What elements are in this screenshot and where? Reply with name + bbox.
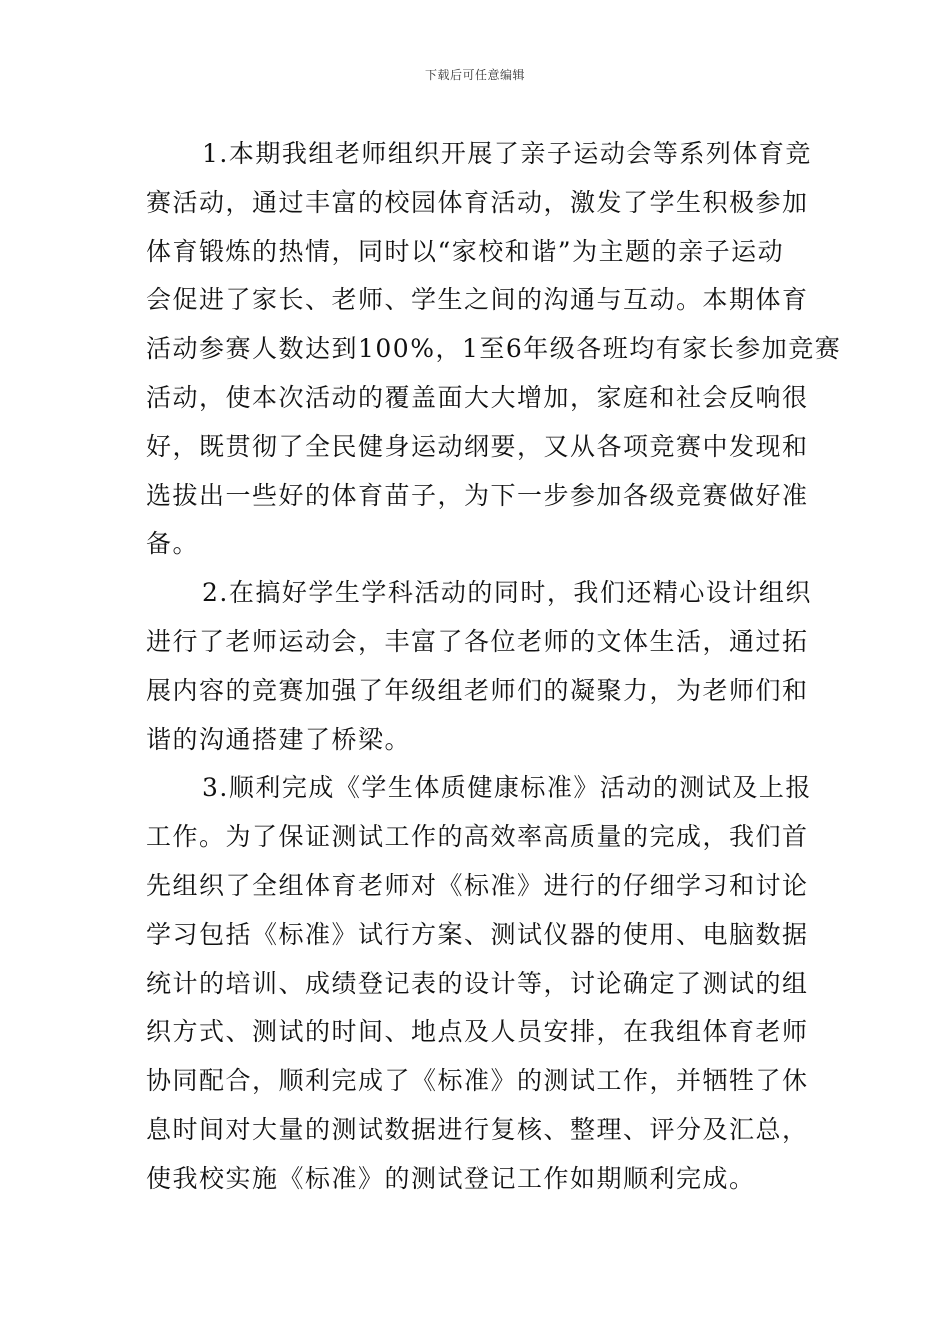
text-line: 进行了老师运动会，丰富了各位老师的文体生活，通过拓 — [146, 626, 809, 656]
text-line: 协同配合，顺利完成了《标准》的测试工作，并牺牲了休 — [146, 1066, 809, 1096]
text-line: 选拔出一些好的体育苗子，为下一步参加各级竞赛做好准 — [146, 480, 809, 510]
paragraph-2 — [146, 569, 812, 764]
document-body — [146, 130, 842, 1204]
text-line: 好，既贯彻了全民健身运动纲要，又从各项竞赛中发现和 — [146, 431, 809, 461]
text-line: 活动参赛人数达到100%，1至6年级各班均有家长参加竞赛 — [146, 334, 842, 364]
text-line: 展内容的竞赛加强了年级组老师们的凝聚力，为老师们和 — [146, 675, 809, 705]
text-line: 息时间对大量的测试数据进行复核、整理、评分及汇总， — [146, 1114, 809, 1144]
text-line: 会促进了家长、老师、学生之间的沟通与互动。本期体育 — [146, 285, 809, 315]
text-line: 使我校实施《标准》的测试登记工作如期顺利完成。 — [146, 1163, 756, 1193]
text-line: 谐的沟通搭建了桥梁。 — [146, 724, 412, 754]
text-line: 活动，使本次活动的覆盖面大大增加，家庭和社会反响很 — [146, 382, 809, 412]
text-line: 3.顺利完成《学生体质健康标准》活动的测试及上报 — [202, 773, 812, 803]
text-line: 1.本期我组老师组织开展了亲子运动会等系列体育竞 — [202, 139, 812, 168]
text-line: 体育锻炼的热情，同时以“家校和谐”为主题的亲子运动 — [146, 236, 785, 266]
text-line: 赛活动，通过丰富的校园体育活动，激发了学生积极参加 — [146, 187, 809, 217]
text-line: 备。 — [146, 529, 200, 559]
paragraph-3 — [146, 764, 812, 1203]
text-line: 2.在搞好学生学科活动的同时，我们还精心设计组织 — [202, 578, 812, 608]
text-line: 织方式、测试的时间、地点及人员安排，在我组体育老师 — [146, 1017, 809, 1047]
text-line: 学习包括《标准》试行方案、测试仪器的使用、电脑数据 — [146, 919, 809, 949]
paragraph-1 — [146, 130, 842, 569]
page-header: 下载后可任意编辑 — [424, 68, 525, 82]
text-line: 统计的培训、成绩登记表的设计等，讨论确定了测试的组 — [146, 968, 809, 998]
text-line: 工作。为了保证测试工作的高效率高质量的完成，我们首 — [146, 822, 809, 852]
text-line: 先组织了全组体育老师对《标准》进行的仔细学习和讨论 — [146, 870, 809, 900]
